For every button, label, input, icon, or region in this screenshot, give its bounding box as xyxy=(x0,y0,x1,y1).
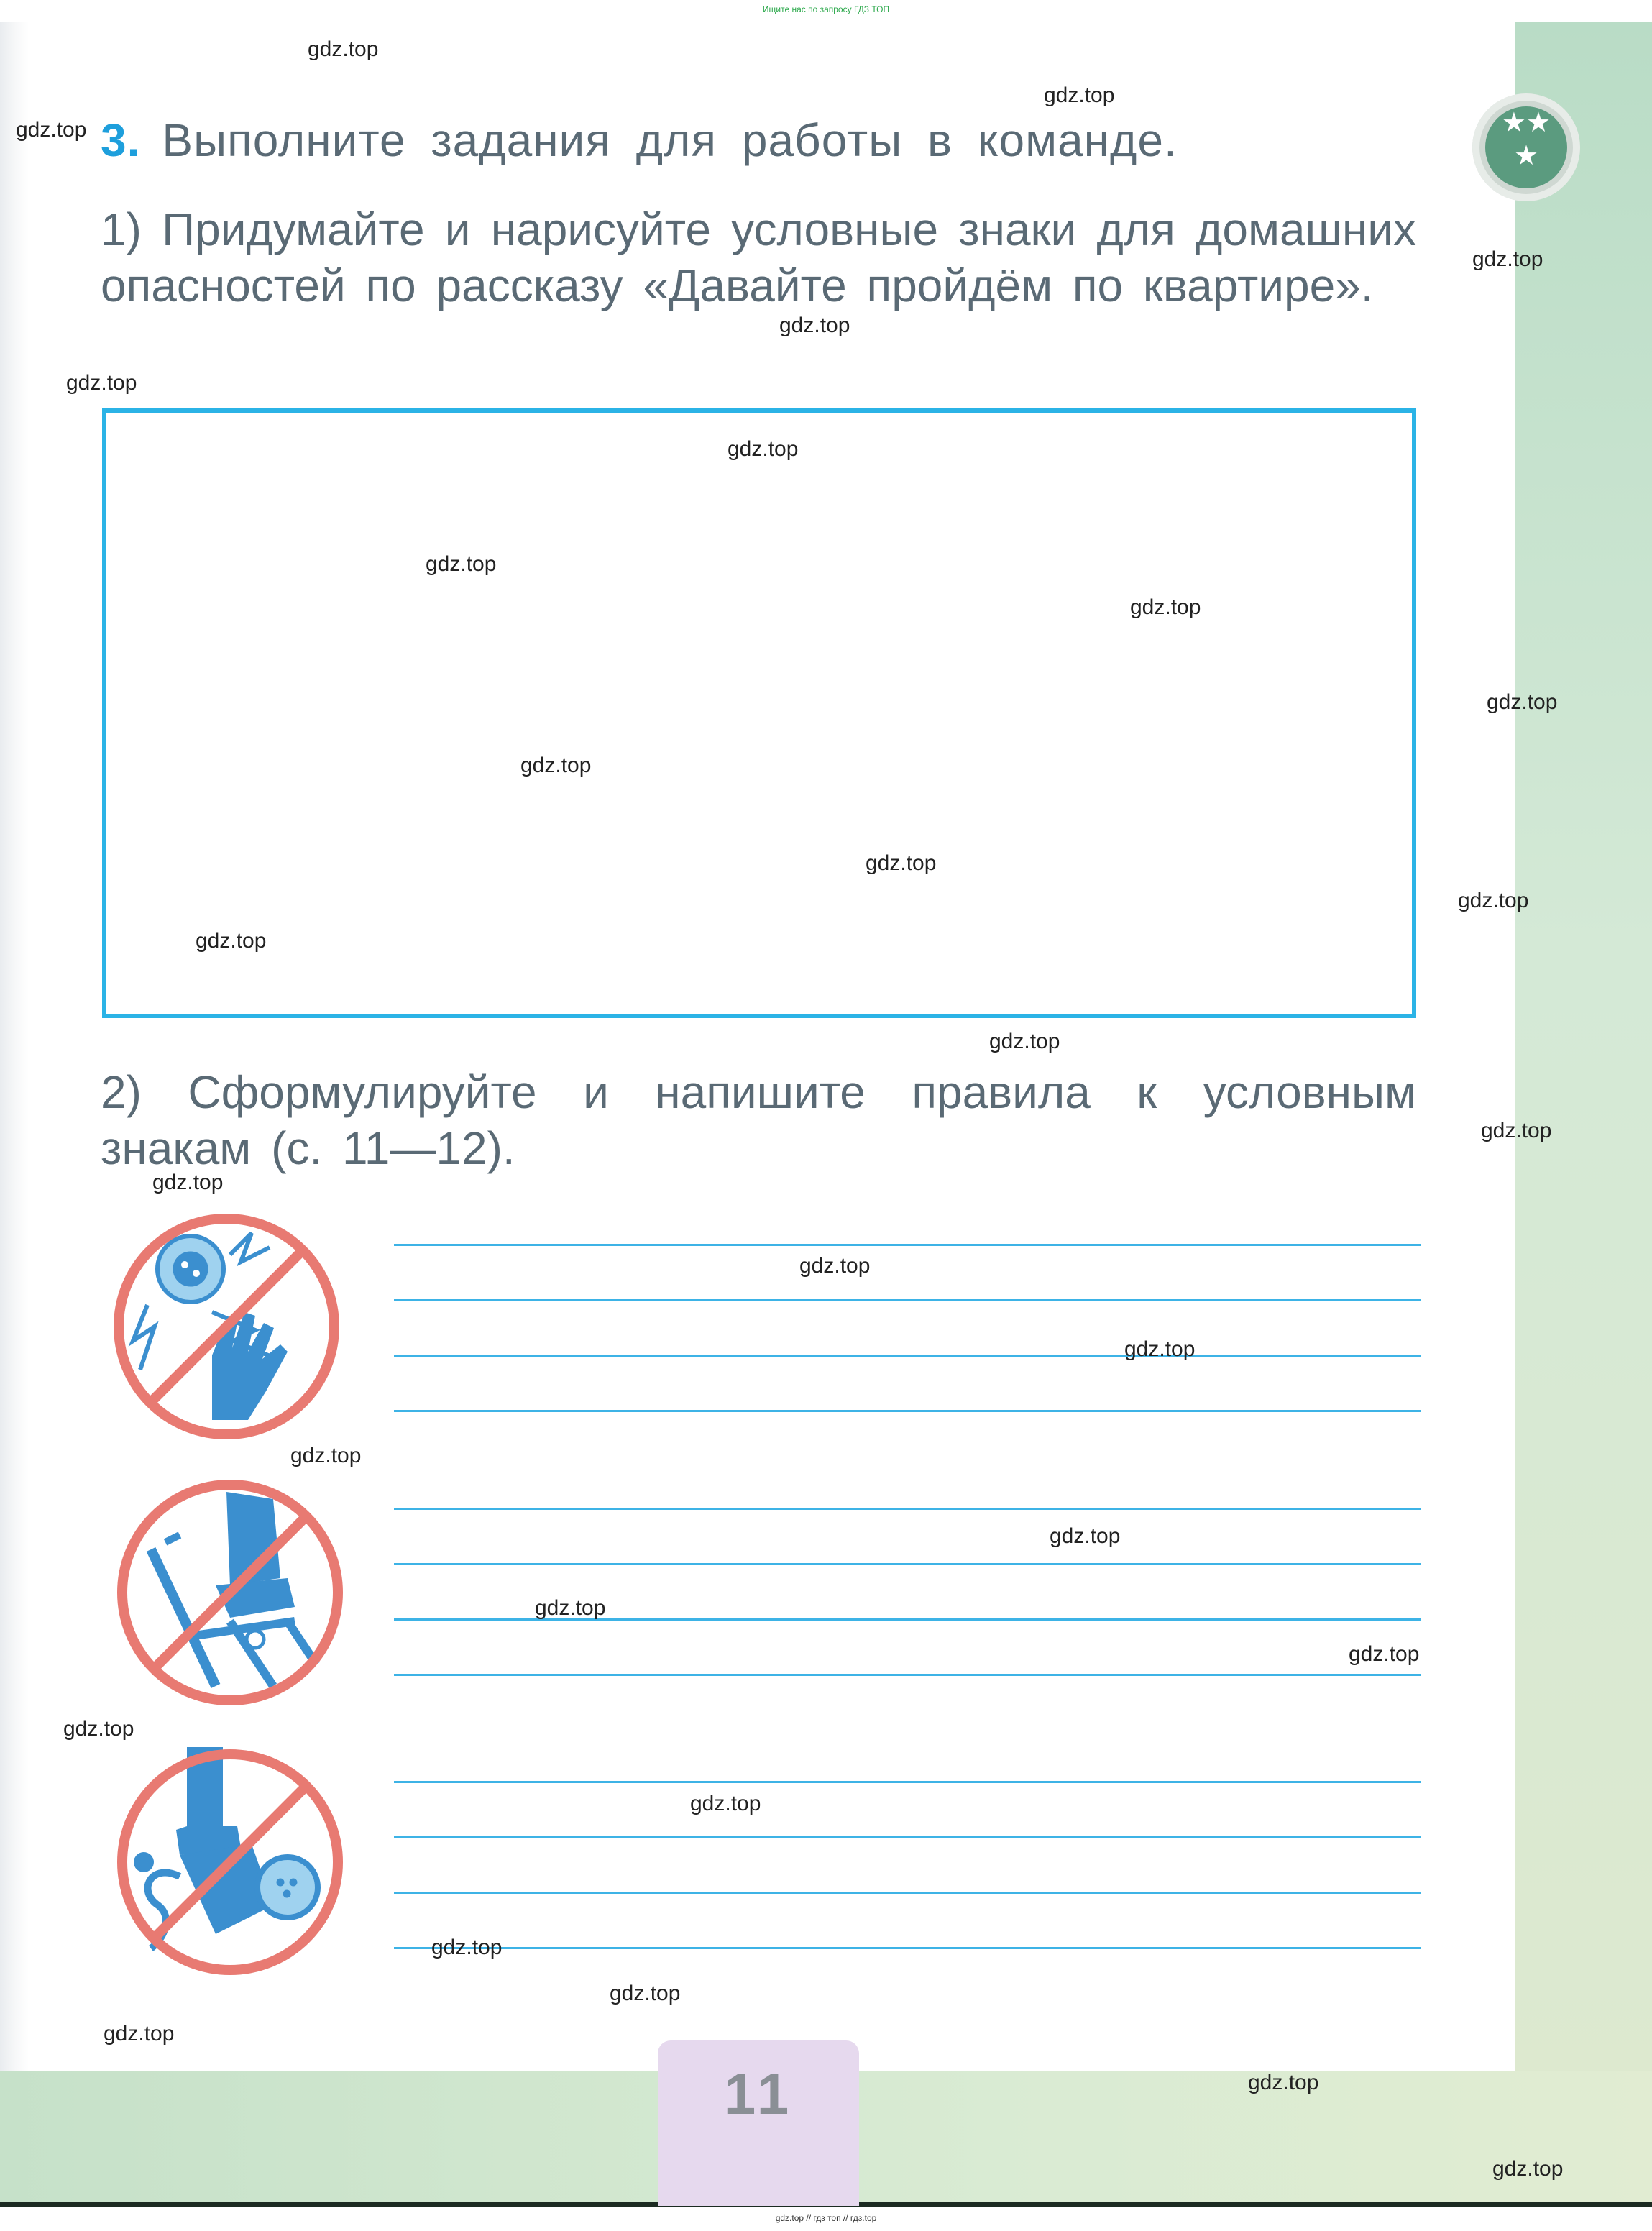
page-number: 11 xyxy=(658,2040,859,2206)
watermark: gdz.top xyxy=(520,753,592,777)
answer-line[interactable] xyxy=(394,1836,1421,1838)
answer-line[interactable] xyxy=(394,1892,1421,1894)
watermark: gdz.top xyxy=(1472,247,1543,271)
watermark: gdz.top xyxy=(1044,83,1115,107)
subtask-1-text: 1) Придумайте и нарисуйте условные знаки для домашних опасностей по рассказу «Давайте пройдём по квартире». xyxy=(101,203,1416,311)
answer-line[interactable] xyxy=(394,1355,1421,1357)
no-plugging-cord-sign-icon xyxy=(108,1740,352,1984)
watermark: gdz.top xyxy=(308,37,379,61)
watermark: gdz.top xyxy=(1487,690,1558,714)
subtask-2-text: 2) Сформулируйте и напишите правила к условным знакам (с. 11—12). xyxy=(101,1066,1416,1174)
three-stars-icon: ★★ ★ xyxy=(1485,106,1567,188)
answer-line[interactable] xyxy=(394,1508,1421,1510)
watermark: gdz.top xyxy=(1492,2157,1564,2181)
watermark: gdz.top xyxy=(728,437,799,461)
watermark: gdz.top xyxy=(152,1171,224,1194)
top-banner[interactable]: Ищите нас по запросу ГДЗ ТОП xyxy=(762,4,890,14)
no-climbing-on-chair-sign-icon xyxy=(108,1470,352,1715)
watermark: gdz.top xyxy=(426,552,497,576)
watermark: gdz.top xyxy=(610,1982,681,2005)
watermark: gdz.top xyxy=(1248,2071,1319,2094)
answer-line[interactable] xyxy=(394,1947,1421,1949)
watermark: gdz.top xyxy=(1481,1119,1552,1142)
watermark: gdz.top xyxy=(104,2022,175,2046)
watermark: gdz.top xyxy=(989,1030,1060,1053)
watermark: gdz.top xyxy=(779,313,850,337)
watermark: gdz.top xyxy=(1349,1642,1420,1666)
watermark: gdz.top xyxy=(1050,1524,1121,1548)
watermark: gdz.top xyxy=(66,371,137,395)
no-touching-socket-sign-icon xyxy=(104,1204,349,1449)
watermark: gdz.top xyxy=(63,1717,134,1741)
watermark: gdz.top xyxy=(196,929,267,953)
team-work-badge-icon xyxy=(1472,93,1580,201)
answer-line[interactable] xyxy=(394,1781,1421,1783)
watermark: gdz.top xyxy=(690,1792,761,1815)
watermark: gdz.top xyxy=(16,118,87,142)
watermark: gdz.top xyxy=(799,1254,871,1278)
green-page-edge xyxy=(1515,22,1652,2078)
answer-line[interactable] xyxy=(394,1410,1421,1412)
answer-lines-sign-3[interactable] xyxy=(394,1781,1421,2002)
task-header xyxy=(101,114,1467,167)
answer-lines-sign-1[interactable] xyxy=(394,1244,1421,1465)
answer-line[interactable] xyxy=(394,1244,1421,1246)
task-title: Выполните задания для работы в команде. xyxy=(162,114,1178,166)
watermark: gdz.top xyxy=(866,851,937,875)
answer-line[interactable] xyxy=(394,1563,1421,1565)
drawing-area[interactable] xyxy=(102,408,1416,1018)
watermark: gdz.top xyxy=(1130,595,1201,619)
watermark: gdz.top xyxy=(290,1444,362,1467)
task-number: 3. xyxy=(101,114,141,166)
watermark: gdz.top xyxy=(431,1935,503,1959)
answer-line[interactable] xyxy=(394,1299,1421,1301)
watermark: gdz.top xyxy=(535,1596,606,1620)
watermark: gdz.top xyxy=(1458,889,1529,912)
bottom-banner[interactable]: gdz.top // гдз топ // гдз.top xyxy=(775,2213,877,2223)
watermark: gdz.top xyxy=(1124,1337,1196,1361)
answer-line[interactable] xyxy=(394,1674,1421,1676)
